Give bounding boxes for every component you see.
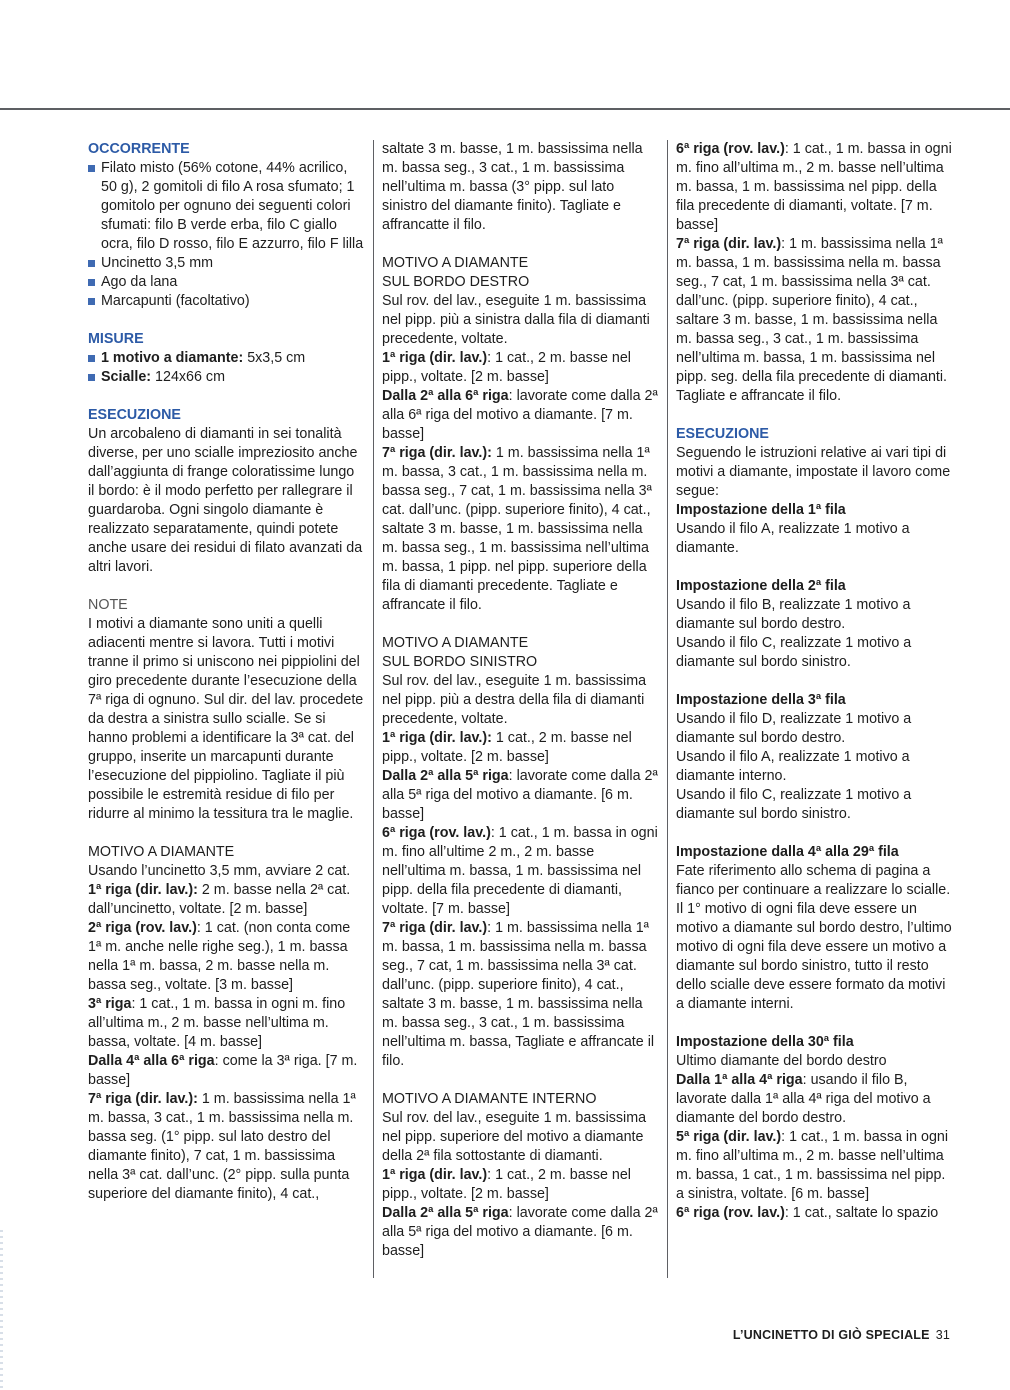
- instruction-row: 2ª riga (rov. lav.): 1 cat. (non conta come 1ª m. anche nelle righe seg.), 1 m. bassa nella 1ª m. bassa, 2 m. basse nella m. bassa seg., voltate. [3 m. basse]: [88, 920, 351, 993]
- instruction-row: 7ª riga (dir. lav.): 1 m. bassissima nella 1ª m. bassa, 3 cat., 1 m. bassissima nella m. bassa seg., 7 cat, 1 m. bassissima nella 3ª cat. dall’unc. (pipp. superiore finito), 4 cat., saltate 3 m. basse, 1 m. bassissima nella m. bassa seg., 1 m. bassissima nell’ultima m. bassa, 1 pipp. nel pipp. superiore della fila di diamanti precedente. Tagliate e affrancate il filo.: [382, 445, 652, 613]
- paragraph: Usando il filo A, realizzate 1 motivo a diamante.: [676, 521, 910, 556]
- list-item: Ago da lana: [88, 273, 364, 292]
- instruction-row: 7ª riga (dir. lav.): 1 m. bassissima nella 1ª m. bassa, 3 cat., 1 m. bassissima nella m. bassa seg. (1° pipp. sul lato destro del diamante finito), 7 cat, 1 m. bassissima nella 3ª cat. dall’unc. (2° pipp. sulla punta superiore del diamante finito), 4 cat.,: [88, 1091, 356, 1202]
- list-item: Filato misto (56% cotone, 44% acrilico, 50 g), 2 gomitoli di filo A rosa sfumato; 1 gomitolo per ognuno dei seguenti colori sfumati: filo B verde erba, filo C giallo ocra, filo D rosso, filo E azzurro, filo F lilla: [88, 159, 364, 254]
- instruction-row: 3ª riga: 1 cat., 1 m. bassa in ogni m. fino all’ultima m., 2 m. basse nell’ultima m. bassa, voltate. [4 m. basse]: [88, 996, 346, 1050]
- section-title-bordo-destro: MOTIVO A DIAMANTE: [382, 255, 529, 271]
- instruction-row: 1ª riga (dir. lav.): 1 cat., 2 m. basse nel pipp., voltate. [2 m. basse]: [382, 730, 632, 765]
- instruction-row: 5ª riga (dir. lav.): 1 cat., 1 m. bassa in ogni m. fino all’ultima m., 2 m. basse nell’ultima m. bassa, 1 cat., 1 m. bassissima nel pipp. a sinistra, voltate. [6 m. basse]: [676, 1129, 949, 1202]
- paragraph: I motivi a diamante sono uniti a quelli adiacenti mentre si lavora. Tutti i motivi tranne il primo si uniscono nei pippiolini del giro precedente durante l’esecuzione della 7ª riga di ognuno. Sul dir. del lav. procedete da destra a sinistra sullo scialle. Se si hanno problemi a identificare la 3ª cat. del gruppo, inserite un marcapunti durante l’esecuzione del pippiolino. Tagliate il più possibile le estremità residue di filo per ridurre al minimo la tessitura tra le maglie.: [88, 616, 364, 822]
- paragraph: Un arcobaleno di diamanti in sei tonalità diverse, per uno scialle impreziosito anche dall’aggiunta di frange coloratissime lungo il bordo: è il modo perfetto per rallegrare il guardaroba. Ogni singolo diamante è realizzato separatamente, quindi potete anche usare dei residui di filato avanzati da altri lavori.: [88, 426, 363, 575]
- instruction-row: 6ª riga (rov. lav.): 1 cat., saltate lo spazio: [676, 1205, 939, 1221]
- paragraph: Usando il filo D, realizzate 1 motivo a diamante sul bordo destro.: [676, 711, 912, 746]
- paragraph: Sul rov. del lav., eseguite 1 m. bassissima nel pipp. più a sinistra dalla fila di diamanti precedente, voltate.: [382, 293, 650, 347]
- header-rule: [0, 108, 1010, 110]
- instruction-row: Dalla 2ª alla 6ª riga: lavorate come dalla 2ª alla 6ª riga del motivo a diamante. [7 m. basse]: [382, 388, 658, 442]
- instruction-row: Dalla 4ª alla 6ª riga: come la 3ª riga. [7 m. basse]: [88, 1053, 358, 1088]
- paragraph: Sul rov. del lav., eseguite 1 m. bassissima nel pipp. superiore del motivo a diamante della 2ª fila sottostante di diamanti.: [382, 1110, 647, 1164]
- paragraph: Usando il filo A, realizzate 1 motivo a diamante interno.: [676, 749, 910, 784]
- paragraph: Fate riferimento allo schema di pagina a fianco per continuare a realizzare lo scialle. Il 1° motivo di ogni fila deve essere un motivo a diamante sul bordo destro, l’ultimo motivo di ogni fila deve essere un motivo a diamante sul bordo sinistro, tutto il resto dello scialle deve essere formato da motivi a diamante interni.: [676, 863, 952, 1012]
- instruction-row: 1ª riga (dir. lav.): 2 m. basse nella 2ª cat. dall’uncinetto, voltate. [2 m. basse]: [88, 882, 351, 917]
- subsection-subtitle: Ultimo diamante del bordo destro: [676, 1053, 887, 1069]
- instruction-row: 6ª riga (rov. lav.): 1 cat., 1 m. bassa in ogni m. fino all’ultime 2 m., 2 m. basse nell’ultima m. bassa, 1 m. bassissima nel pipp. della fila precedente di diamanti, voltate. [7 m. basse]: [382, 825, 658, 917]
- section-title-esecuzione: ESECUZIONE: [88, 407, 181, 423]
- page-edge-decoration: [0, 1230, 3, 1390]
- column-2: [382, 140, 658, 1261]
- section-title-bordo-sinistro: MOTIVO A DIAMANTE: [382, 635, 529, 651]
- list-item: Uncinetto 3,5 mm: [88, 254, 364, 273]
- subsection-title: Impostazione della 2ª fila: [676, 578, 846, 594]
- page-footer: [733, 1328, 950, 1342]
- instruction-row: 7ª riga (dir. lav.): 1 m. bassissima nella 1ª m. bassa, 1 m. bassissima nella m. bassa seg., 7 cat, 1 m. bassissima nella 3ª cat. dall’unc. (pipp. superiore finito), 4 cat., saltare 3 m. basse, 1 m. bassissima nella m. bassa seg., 3 cat., 1 m. bassissima nell’ultima m. bassa, 1 m. bassissima nel pipp. seg. della fila precedente di diamanti. Tagliate e affrancate il filo.: [676, 236, 948, 404]
- list-item: Marcapunti (facoltativo): [88, 292, 364, 311]
- instruction-row: Dalla 1ª alla 4ª riga: usando il filo B, lavorate dalla 1ª alla 4ª riga del motivo a diamante del bordo destro.: [676, 1072, 931, 1126]
- instruction-row: 1ª riga (dir. lav.): 1 cat., 2 m. basse nel pipp., voltate. [2 m. basse]: [382, 1167, 631, 1202]
- magazine-title: L’UNCINETTO DI GIÒ SPECIALE: [732, 1328, 930, 1342]
- bullet-icon: [88, 355, 95, 362]
- instruction-row: 7ª riga (dir. lav.): 1 m. bassissima nella 1ª m. bassa, 1 m. bassissima nella m. bassa seg., 7 cat, 1 m. bassissima nella 3ª cat. dall’unc. (pipp. superiore finito), 4 cat., saltate 3 m. basse, 1 m. bassissima nella m. bassa seg., 3 cat., 1 m. bassissima nell’ultima m. bassa, Tagliate e affrancate il filo.: [382, 920, 655, 1069]
- subsection-title: Impostazione della 3ª fila: [676, 692, 846, 708]
- instruction-row: 1ª riga (dir. lav.): 1 cat., 2 m. basse nel pipp., voltate. [2 m. basse]: [382, 350, 631, 385]
- list-item: Scialle: 124x66 cm: [88, 368, 364, 387]
- subsection-title: Impostazione della 30ª fila: [676, 1034, 854, 1050]
- paragraph: saltate 3 m. basse, 1 m. bassissima nella m. bassa seg., 3 cat., 1 m. bassissima nell’ultima m. bassa (3° pipp. sul lato sinistro del diamante finito). Tagliate e affrancatte il filo.: [382, 141, 643, 233]
- section-title-note: NOTE: [88, 597, 128, 613]
- section-title-esecuzione-2: ESECUZIONE: [676, 426, 769, 442]
- subsection-title: Impostazione della 1ª fila: [676, 502, 846, 518]
- section-subtitle-bordo-destro: SUL BORDO DESTRO: [382, 274, 530, 290]
- bullet-icon: [88, 260, 95, 267]
- column-3: [676, 140, 956, 1223]
- page-number: 31: [935, 1328, 950, 1342]
- section-title-interno: MOTIVO A DIAMANTE INTERNO: [382, 1091, 597, 1107]
- paragraph: Seguendo le istruzioni relative ai vari tipi di motivi a diamante, impostate il lavoro come segue:: [676, 445, 951, 499]
- column-1: [88, 140, 364, 1204]
- paragraph: Sul rov. del lav., eseguite 1 m. bassissima nel pipp. più a destra della fila di diamanti precedente, voltate.: [382, 673, 647, 727]
- column-divider: [373, 140, 374, 1278]
- bullet-icon: [88, 374, 95, 381]
- section-title-occorrente: OCCORRENTE: [88, 141, 190, 157]
- subsection-title: Impostazione dalla 4ª alla 29ª fila: [676, 844, 899, 860]
- section-title-misure: MISURE: [88, 331, 144, 347]
- paragraph: Usando l’uncinetto 3,5 mm, avviare 2 cat.: [88, 863, 351, 879]
- column-divider: [667, 140, 668, 1278]
- section-subtitle-bordo-sinistro: SUL BORDO SINISTRO: [382, 654, 538, 670]
- bullet-icon: [88, 298, 95, 305]
- instruction-row: Dalla 2ª alla 5ª riga: lavorate come dalla 2ª alla 5ª riga del motivo a diamante. [6 m. basse]: [382, 1205, 658, 1259]
- instruction-row: 6ª riga (rov. lav.): 1 cat., 1 m. bassa in ogni m. fino all’ultima m., 2 m. basse nell’ultima m. bassa, 1 m. bassissima nel pipp. della fila precedente di diamanti, voltate. [7 m. basse]: [676, 141, 952, 233]
- section-title-motivo: MOTIVO A DIAMANTE: [88, 844, 235, 860]
- list-item: 1 motivo a diamante: 5x3,5 cm: [88, 349, 364, 368]
- paragraph: Usando il filo C, realizzate 1 motivo a diamante sul bordo sinistro.: [676, 635, 912, 670]
- paragraph: Usando il filo B, realizzate 1 motivo a diamante sul bordo destro.: [676, 597, 911, 632]
- paragraph: Usando il filo C, realizzate 1 motivo a diamante sul bordo sinistro.: [676, 787, 912, 822]
- bullet-icon: [88, 165, 95, 172]
- bullet-icon: [88, 279, 95, 286]
- instruction-row: Dalla 2ª alla 5ª riga: lavorate come dalla 2ª alla 5ª riga del motivo a diamante. [6 m. basse]: [382, 768, 658, 822]
